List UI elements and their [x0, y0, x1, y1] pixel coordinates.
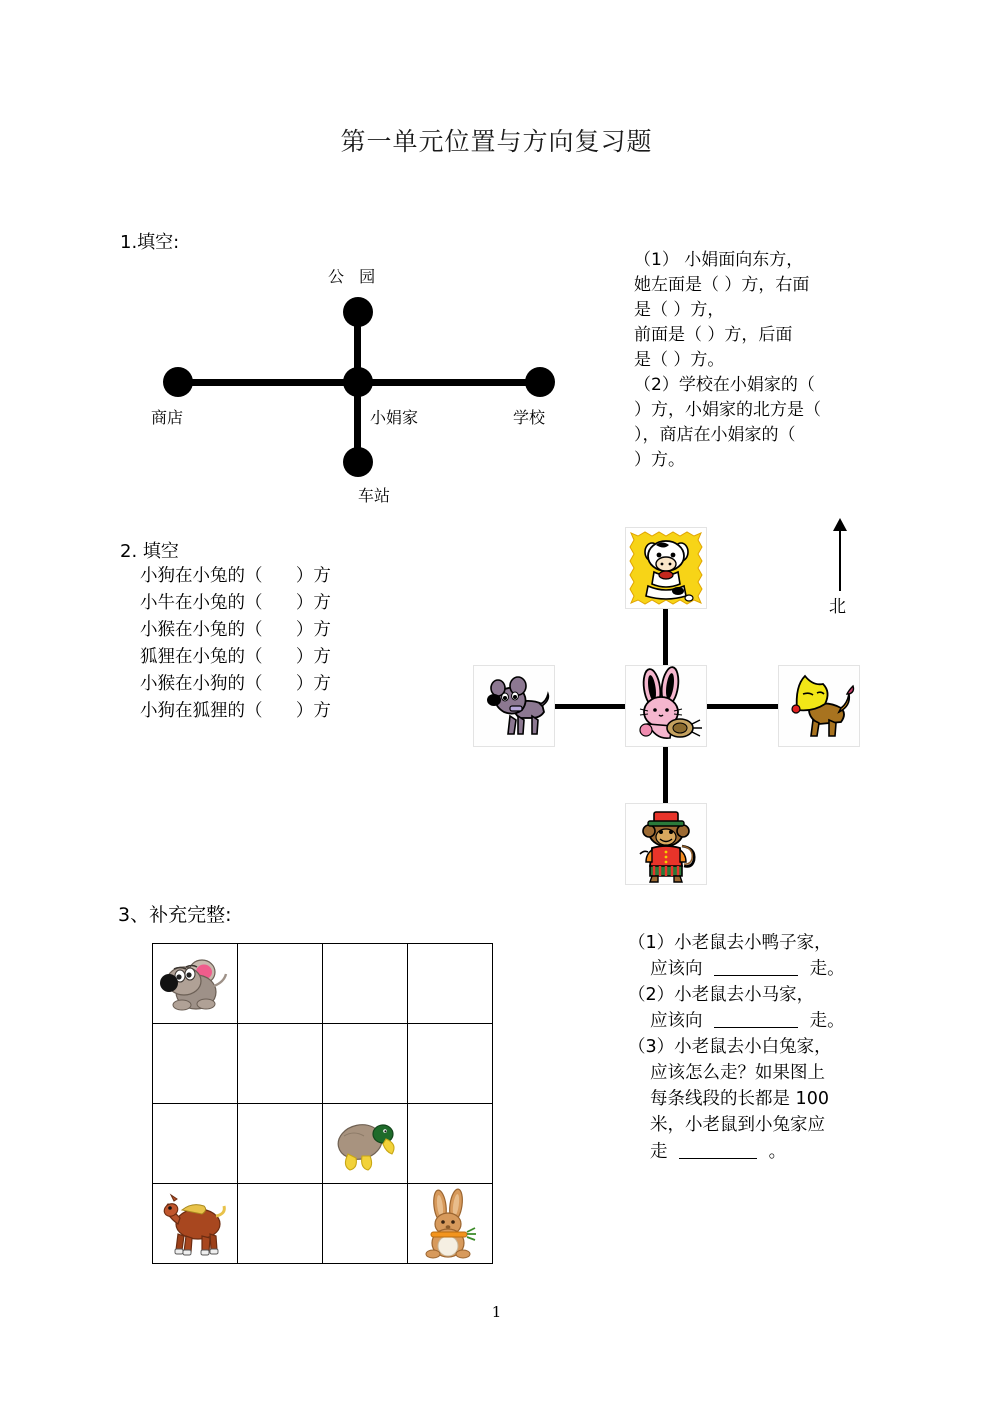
grid-cell-horse	[153, 1184, 238, 1264]
question-line: （1） 小娟面向东方，	[634, 250, 804, 270]
question-line: ），商店在小娟家的（	[634, 424, 796, 445]
section-2-heading: 2. 填空	[120, 541, 179, 562]
grid-cell-empty	[238, 944, 323, 1024]
answer-suffix: 。	[768, 1141, 787, 1162]
grid-cell-empty	[238, 1184, 323, 1264]
table-row	[153, 1104, 493, 1184]
grid-cell-empty	[408, 944, 493, 1024]
map-label-school: 学校	[513, 408, 546, 427]
map-edge-south	[663, 746, 668, 804]
section-3-heading: 3、补充完整:	[118, 904, 232, 926]
question-line: 每条线段的长都是 100	[650, 1089, 829, 1110]
table-row	[153, 1024, 493, 1104]
question-line: （2）小老鼠去小马家，	[628, 985, 815, 1006]
animal-fox-image	[778, 665, 860, 747]
map-label-home: 小娟家	[370, 408, 419, 427]
grid-cell-rabbit	[408, 1184, 493, 1264]
map-node-park	[343, 297, 373, 327]
question-line: （3）小老鼠去小白兔家，	[628, 1037, 832, 1058]
question-line: 应该怎么走？如果图上	[650, 1063, 825, 1084]
grid-cell-duck	[323, 1104, 408, 1184]
answer-blank[interactable]	[714, 960, 798, 976]
grid-cell-empty	[153, 1104, 238, 1184]
grid-cell-empty	[238, 1024, 323, 1104]
blank-line: 小狗在小兔的（ ）方	[140, 566, 331, 586]
page-number: 1	[491, 1303, 502, 1321]
grid-cell-mouse	[153, 944, 238, 1024]
grid-cell-empty	[408, 1024, 493, 1104]
section-1-questions	[634, 248, 902, 473]
section-2-blank-list	[140, 563, 331, 725]
answer-prefix: 走	[650, 1141, 668, 1162]
animal-cow-image	[625, 527, 707, 609]
map-label-station: 车站	[358, 486, 391, 505]
question-answer-line	[628, 956, 928, 982]
question-line: 是（ ）方。	[634, 349, 725, 370]
grid-cell-empty	[408, 1104, 493, 1184]
animal-monkey-image	[625, 803, 707, 885]
map-edge-north	[663, 609, 668, 667]
grid-cell-empty	[238, 1104, 323, 1184]
blank-line: 小牛在小兔的（ ）方	[140, 592, 331, 613]
question-line: 是（ ）方，	[634, 299, 725, 320]
animal-rabbit-image	[625, 665, 707, 747]
question-answer-line	[628, 1008, 928, 1034]
blank-line: 小猴在小兔的（ ）方	[140, 619, 331, 640]
grid-cell-empty	[323, 1024, 408, 1104]
question-line: （1）小老鼠去小鸭子家，	[628, 933, 832, 953]
compass	[818, 529, 864, 629]
animal-dog-image	[473, 665, 555, 747]
question-line: 前面是（ ）方，后面	[634, 324, 793, 345]
map-edge-west	[555, 704, 625, 709]
map-node-station	[343, 447, 373, 477]
map-node-home	[343, 367, 373, 397]
grid-cell-empty	[323, 1184, 408, 1264]
question-line: ）方，小娟家的北方是（	[634, 399, 821, 420]
map-label-park: 公 园	[328, 267, 381, 286]
answer-prefix: 应该向	[650, 959, 703, 980]
question-line: 米，小老鼠到小兔家应	[650, 1115, 825, 1136]
table-row	[153, 944, 493, 1024]
question-line: （2）学校在小娟家的（	[634, 374, 815, 395]
answer-suffix: 走。	[809, 1011, 845, 1032]
blank-line: 狐狸在小兔的（ ）方	[140, 646, 331, 667]
page-title: 第一单元位置与方向复习题	[340, 127, 653, 156]
map-node-school	[525, 367, 555, 397]
question-line: ）方。	[634, 449, 685, 470]
section-3-questions	[628, 930, 928, 1165]
section-1-cross-map	[150, 255, 580, 505]
answer-blank[interactable]	[714, 1012, 798, 1028]
blank-line: 小猴在小狗的（ ）方	[140, 673, 331, 694]
map-edge-east	[707, 704, 778, 709]
answer-blank[interactable]	[679, 1143, 757, 1159]
table-row	[153, 1184, 493, 1264]
question-answer-line	[628, 1139, 928, 1165]
blank-line: 小狗在狐狸的（ ）方	[140, 700, 331, 721]
grid-cell-empty	[153, 1024, 238, 1104]
question-line: 她左面是（ ）方，右面	[634, 274, 810, 295]
section-1-heading: 1.填空:	[120, 232, 180, 253]
compass-label-north: 北	[829, 597, 846, 617]
answer-prefix: 应该向	[650, 1011, 703, 1032]
map-label-shop: 商店	[151, 408, 184, 427]
section-3-grid	[152, 943, 493, 1264]
north-arrow-icon	[839, 529, 841, 591]
grid-cell-empty	[323, 944, 408, 1024]
section-2-animal-map	[468, 525, 888, 900]
map-node-shop	[163, 367, 193, 397]
answer-suffix: 走。	[809, 959, 845, 980]
